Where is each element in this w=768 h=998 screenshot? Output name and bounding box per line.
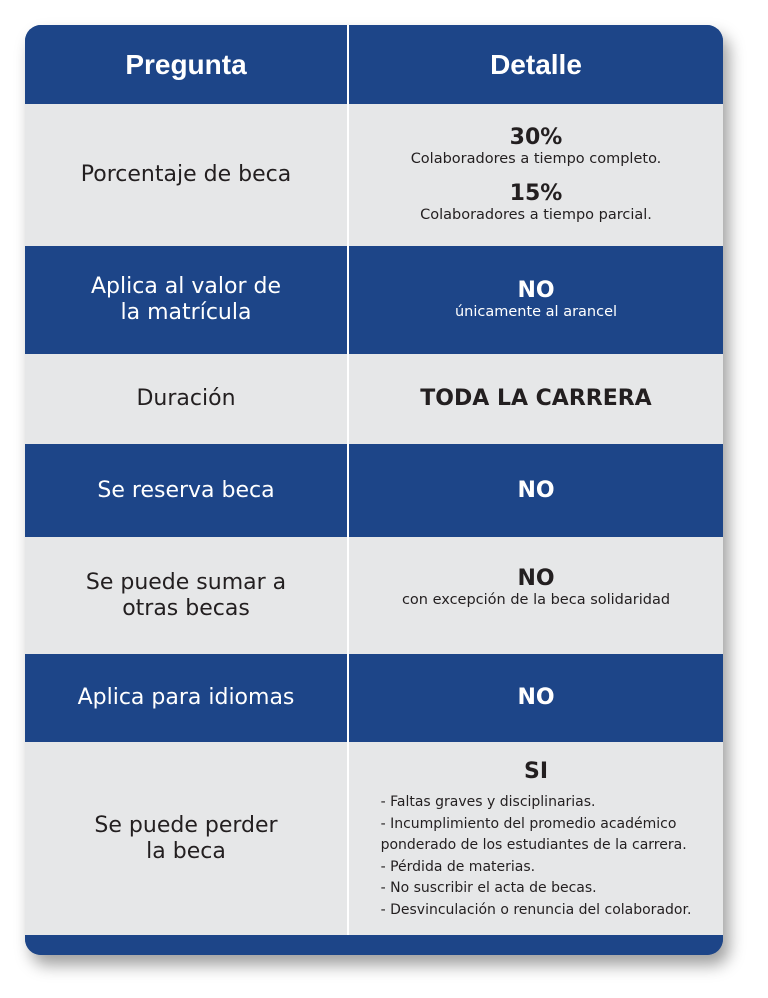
list-item: - Faltas graves y disciplinarias. [380,794,596,810]
question-text: Se puede perder la beca [94,812,278,864]
scholarship-table [25,25,723,955]
table-row [25,246,723,354]
detail-value: 30% [509,125,563,150]
table-footer-bar [25,935,723,955]
table-header [25,25,723,104]
list-item: - Pérdida de materias. [380,858,536,875]
header-detail: Detalle [490,48,582,80]
table-row [25,104,723,246]
row-detail [347,654,723,742]
list-item: ponderado de los estudiantes de la carrera. [380,837,687,853]
question-text: Aplica para idiomas [77,685,295,710]
row-question [25,742,347,935]
row-question [25,654,347,742]
row-detail [347,354,723,444]
table-row [25,654,723,742]
row-detail [347,742,723,935]
table-row [25,537,723,654]
row-question [25,104,347,246]
list-item: - No suscribir el acta de becas. [380,880,597,896]
question-text: Aplica al valor de la matrícula [90,274,281,325]
row-question [25,354,347,444]
header-question: Pregunta [125,48,247,80]
question-text: Duración [136,386,236,411]
detail-value: NO [517,566,555,591]
detail-value: NO [517,477,555,503]
row-detail [347,537,723,654]
column-divider [347,25,349,935]
detail-note: únicamente al arancel [454,304,618,320]
detail-value: 15% [509,181,563,206]
row-detail [347,246,723,354]
detail-note: con excepción de la beca solidaridad [401,592,671,608]
loss-conditions-list [381,792,692,921]
detail-value: SI [523,759,549,784]
table-row [25,354,723,444]
row-question [25,246,347,354]
list-item: - Incumplimiento del promedio académico [380,815,677,832]
row-detail [347,444,723,537]
row-question [25,444,347,537]
table-row [25,444,723,537]
question-text: Se puede sumar a otras becas [85,569,287,621]
row-question [25,537,347,654]
list-item: - Desvinculación o renuncia del colaborador. [380,901,692,918]
question-text: Se reserva beca [97,477,275,503]
detail-value: TODA LA CARRERA [420,386,652,411]
detail-note: Colaboradores a tiempo completo. [410,151,662,167]
row-detail [347,104,723,246]
detail-value: NO [517,278,555,303]
table-row [25,742,723,935]
detail-value: NO [517,685,555,710]
detail-note: Colaboradores a tiempo parcial. [420,207,652,223]
question-text: Porcentaje de beca [80,162,292,187]
